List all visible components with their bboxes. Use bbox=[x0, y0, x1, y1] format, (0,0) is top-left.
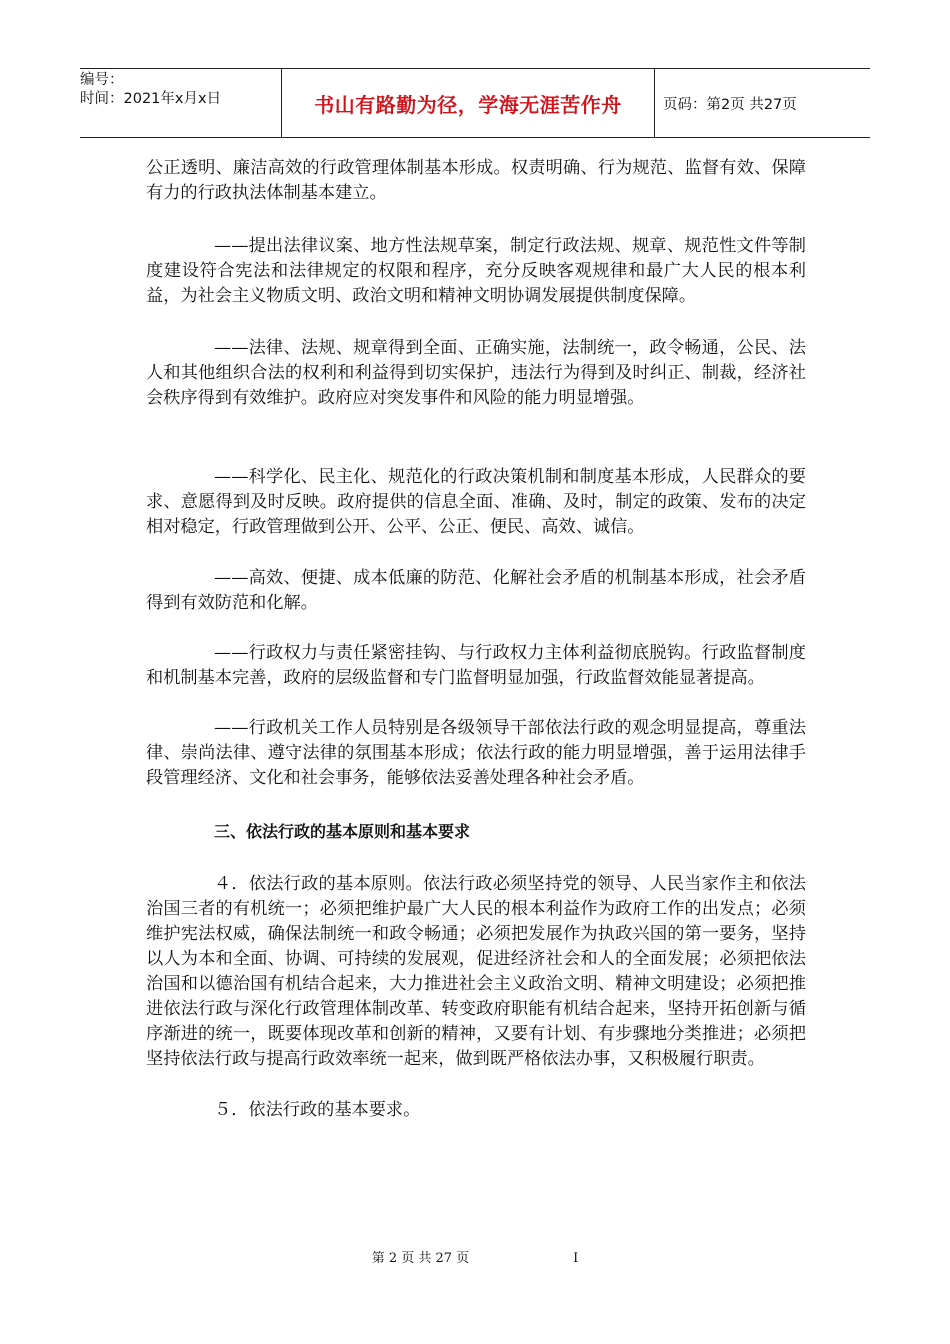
paragraph: ——高效、便捷、成本低廉的防范、化解社会矛盾的机制基本形成，社会矛盾得到有效防范和化解。 bbox=[146, 568, 806, 613]
paragraph: ——法律、法规、规章得到全面、正确实施，法制统一，政令畅通，公民、法人和其他组织合法的权利和利益得到切实保护，违法行为得到及时纠正、制裁，经济社会秩序得到有效维护。政府应对突发事件和风险的能力明显增强。 bbox=[146, 338, 806, 408]
header-meta bbox=[80, 69, 282, 137]
paragraph: ５．依法行政的基本要求。 bbox=[214, 1100, 421, 1120]
paragraph: ——行政机关工作人员特别是各级领导干部依法行政的观念明显提高，尊重法律、崇尚法律、遵守法律的氛围基本形成；依法行政的能力明显增强，善于运用法律手段管理经济、文化和社会事务，能够依法妥善处理各种社会矛盾。 bbox=[146, 718, 806, 788]
footer-page-index: I bbox=[573, 1251, 579, 1266]
header-page-info: 页码：第2页 共27页 bbox=[663, 96, 797, 113]
page-header bbox=[80, 68, 870, 138]
paragraph: ——行政权力与责任紧密挂钩、与行政权力主体利益彻底脱钩。行政监督制度和机制基本完善，政府的层级监督和专门监督明显加强，行政监督效能显著提高。 bbox=[146, 643, 806, 688]
paragraph: ——提出法律议案、地方性法规草案，制定行政法规、规章、规范性文件等制度建设符合宪法和法律规定的权限和程序，充分反映客观规律和最广大人民的根本利益，为社会主义物质文明、政治文明和精神文明协调发展提供制度保障。 bbox=[146, 236, 806, 306]
footer-page-label: 第 2 页 共 27 页 bbox=[371, 1251, 470, 1266]
paragraph: 公正透明、廉洁高效的行政管理体制基本形成。权责明确、行为规范、监督有效、保障有力的行政执法体制基本建立。 bbox=[146, 158, 806, 203]
page-footer bbox=[0, 1247, 950, 1266]
time-label: 时间：2021年x月x日 bbox=[80, 91, 222, 107]
paragraph: ——科学化、民主化、规范化的行政决策机制和制度基本形成，人民群众的要求、意愿得到及时反映。政府提供的信息全面、准确、及时，制定的政策、发布的决定相对稳定，行政管理做到公开、公平、公正、便民、高效、诚信。 bbox=[146, 467, 806, 537]
doc-number-label: 编号： bbox=[80, 72, 124, 88]
document-body bbox=[146, 156, 806, 1123]
section-heading: 三、依法行政的基本原则和基本要求 bbox=[214, 822, 471, 841]
paragraph: ４．依法行政的基本原则。依法行政必须坚持党的领导、人民当家作主和依法治国三者的有机统一；必须把维护最广大人民的根本利益作为政府工作的出发点；必须维护宪法权威，确保法制统一和政令畅通；必须把发展作为执政兴国的第一要务，坚持以人为本和全面、协调、可持续的发展观，促进经济社会和人的全面发展；必须把依法治国和以德治国有机结合起来，大力推进社会主义政治文明、精神文明建设；必须把推进依法行政与深化行政管理体制改革、转变政府职能有机结合起来，坚持开拓创新与循序渐进的统一，既要体现改革和创新的精神，又要有计划、有步骤地分类推进；必须把坚持依法行政与提高行政效率统一起来，做到既严格依法办事，又积极履行职责。 bbox=[146, 874, 806, 1069]
header-motto: 书山有路勤为径，学海无涯苦作舟 bbox=[282, 69, 655, 137]
